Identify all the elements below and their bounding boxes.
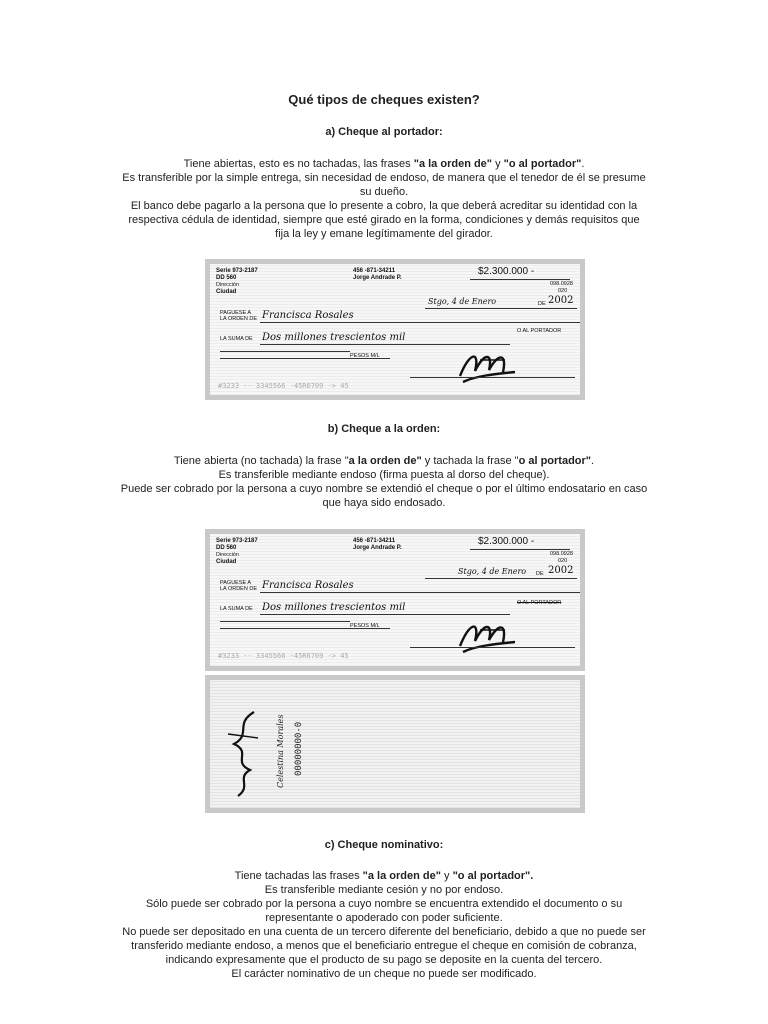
endorsement-signature-graphic bbox=[224, 704, 262, 800]
signature-graphic bbox=[455, 346, 525, 386]
section-c-text: Tiene tachadas las frases "a la orden de" y "o al portador". Es transferible mediante cesión y no por endoso. Sólo puede ser cobrado por la persona a cuyo nombre se encuentra extendido el documento o su representante o apoderado con poder suficiente. No puede ser depositado en una cuenta de un tercero diferente del beneficiario, debido a que no puede ser transferido mediante endoso, a menos que el beneficiario entregue el cheque en comisión de cobranza, indicando expresamente que el producto de su pago se deposite en la cuenta del tercero. El carácter nominativo de un cheque no puede ser modificado. bbox=[122, 870, 646, 980]
section-b-text: Tiene abierta (no tachada) la frase "a la orden de" y tachada la frase "o al portador". Es transferible mediante endoso (firma puesta al dorso del cheque). Puede ser cobrado por la persona a cuyo nombre se extendió el cheque o por el último endosatario en caso que haya sido endosado. bbox=[120, 455, 648, 509]
page-title: Qué tipos de cheques existen? bbox=[288, 92, 480, 107]
cheque-al-portador-image: Serie 973-2187 DD 560 Dirección Ciudad 456 -871-34211 Jorge Andrade P. $2.300.000 - 098.0928 020 Stgo, 4 de Enero DE 2002 PAGUESE A LA ORDEN DE Francisca Rosales O AL PORTADOR LA SUMA DE Dos millones trescientos mil PESOS M/L #3233 -- 3345566 -45R6709 -> 45 bbox=[205, 259, 585, 400]
cheque-a-la-orden-image: Serie 973-2187 DD 560 Dirección Ciudad 456 -871-34211 Jorge Andrade P. $2.300.000 - 098.0928 020 Stgo, 4 de Enero DE 2002 PAGUESE A LA ORDEN DE Francisca Rosales O AL PORTADOR LA SUMA DE Dos millones trescientos mil PESOS M/L #3233 -- 3345566 -45R6709 -> 45 bbox=[205, 529, 585, 671]
section-a-heading: a) Cheque al portador: bbox=[325, 126, 443, 138]
section-b-heading: b) Cheque a la orden: bbox=[327, 423, 441, 435]
endorser-id: 00000000-0 bbox=[294, 721, 304, 776]
cheque-endorsement-back-image bbox=[205, 675, 585, 813]
section-a-text: Tiene abiertas, esto es no tachadas, las frases "a la orden de" y "o al portador". Es transferible por la simple entrega, sin necesidad de endoso, de manera que el tenedor de él se presume su dueño. El banco debe pagarlo a la persona que lo presente a cobro, la que deberá acreditar su identidad con la respectiva cédula de identidad, siempre que esté girado en la forma, condiciones y demás requisitos que fija la ley y emane legítimamente del girador. bbox=[122, 158, 646, 240]
signature-graphic bbox=[455, 616, 525, 656]
section-c-heading: c) Cheque nominativo: bbox=[324, 839, 444, 851]
endorser-name: Celestina Morales bbox=[276, 714, 285, 788]
